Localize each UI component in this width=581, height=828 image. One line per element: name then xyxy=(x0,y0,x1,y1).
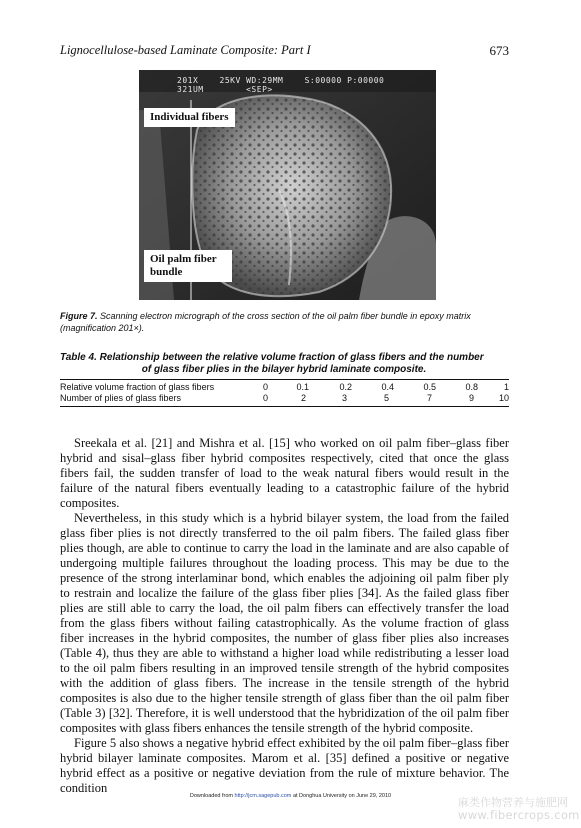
footer-link[interactable]: http://jcm.sagepub.com xyxy=(234,793,292,799)
figure-caption-prefix: Figure 7. xyxy=(60,311,98,321)
table-cell: 10 xyxy=(498,393,509,403)
watermark xyxy=(458,796,580,822)
table-cell: 1 xyxy=(503,382,509,392)
sem-info-line1: 201X 25KV WD:29MM S:00000 P:00000 xyxy=(177,76,385,85)
table-title-prefix: Table 4. xyxy=(60,352,97,363)
figure-caption xyxy=(60,311,510,334)
watermark-url: www.fibercrops.com xyxy=(458,808,580,822)
table-row-label: Number of plies of glass fibers xyxy=(60,393,182,403)
page-number: 673 xyxy=(489,43,509,58)
table-cell: 0.2 xyxy=(339,382,352,392)
footer-suffix: at Donghua University on June 29, 2010 xyxy=(292,793,392,799)
label-individual-fibers: Individual fibers xyxy=(144,108,235,127)
table-cell: 0.8 xyxy=(465,382,478,392)
table-title xyxy=(60,352,508,376)
table-cell: 0.4 xyxy=(381,382,394,392)
running-header-title: Lignocellulose-based Laminate Composite: Part I xyxy=(60,43,311,57)
table-row xyxy=(60,382,509,393)
table-cell: 3 xyxy=(341,393,347,403)
table-row-label: Relative volume fraction of glass fibers xyxy=(60,382,215,392)
figure-caption-text: Scanning electron micrograph of the cross section of the oil palm fiber bundle in epoxy matrix (magnification 201×). xyxy=(60,311,471,333)
table-cell: 2 xyxy=(300,393,306,403)
paragraph: Sreekala et al. [21] and Mishra et al. [15] who worked on oil palm fiber–glass fiber hybrid and sisal–glass fiber hybrid composites respectively, cited that once the glass fibers fail, the sudden transfer of load to the weak natural fibers would result in the failure of the natural fibers eventually leading to a catastrophic failure of the hybrid composites. xyxy=(60,436,509,510)
body-text xyxy=(60,436,509,796)
paragraph: Figure 5 also shows a negative hybrid effect exhibited by the oil palm fiber–glass fiber hybrid bilayer laminate composites. Marom et al. [35] defined a positive or negative hybrid effect as a positive or negative deviation from the rule of mixture behavior. The condition xyxy=(60,736,509,795)
sem-info-line2: 321UM <SEP> xyxy=(177,85,273,94)
footer-prefix: Downloaded from xyxy=(189,793,233,799)
label-oil-palm-fiber-bundle: Oil palm fiber bundle xyxy=(144,250,232,282)
table-title-line1: Relationship between the relative volume fraction of glass fibers and the number xyxy=(99,352,484,363)
table-cell: 0.1 xyxy=(296,382,309,392)
table-cell: 9 xyxy=(468,393,474,403)
table-cell: 5 xyxy=(383,393,389,403)
table-row xyxy=(60,393,509,404)
table-cell: 0 xyxy=(262,382,268,392)
table-cell: 0.5 xyxy=(423,382,436,392)
paragraph: Nevertheless, in this study which is a hybrid bilayer system, the load from the failed glass fiber plies is not directly transferred to the oil palm fibers. The failed glass fiber plies though, are able to continue to carry the load in the laminate and are also capable of undergoing multiple failures throughout the loading process. This may be due to the presence of the strong interlaminar bond, which enables the adjoining oil palm fiber ply to restrain and localize the failure of the glass fiber plies [34]. As the failed glass fiber plies are still able to carry the load, the oil palm fibers can effectively transfer the load from the glass fibers without failing catastrophically. As the volume fraction of glass fiber increases in the hybrid composites, the number of glass fiber plies also increases (Table 4), thus they are able to withstand a higher load while redistributing a lesser load to the oil palm fibers resulting in an improved tensile strength of the hybrid composites with the addition of glass fibers. The increase in the tensile strength of the hybrid composites is also due to the higher tensile strength of glass fiber than the oil palm fiber (Table 3) [32]. Therefore, it is well understood that the hybridization of the oil palm fiber composites with glass fibers enhances the tensile strength of the hybrid composite. xyxy=(60,511,509,735)
table-title-line2: of glass fiber plies in the bilayer hybrid laminate composite. xyxy=(141,364,427,375)
sem-micrograph xyxy=(139,70,436,300)
sem-info-overlay xyxy=(177,76,384,94)
data-table xyxy=(60,379,509,407)
table-cell: 7 xyxy=(426,393,432,403)
table-cell: 0 xyxy=(262,393,268,403)
watermark-chinese: 麻类作物营养与施肥网 xyxy=(458,796,568,809)
